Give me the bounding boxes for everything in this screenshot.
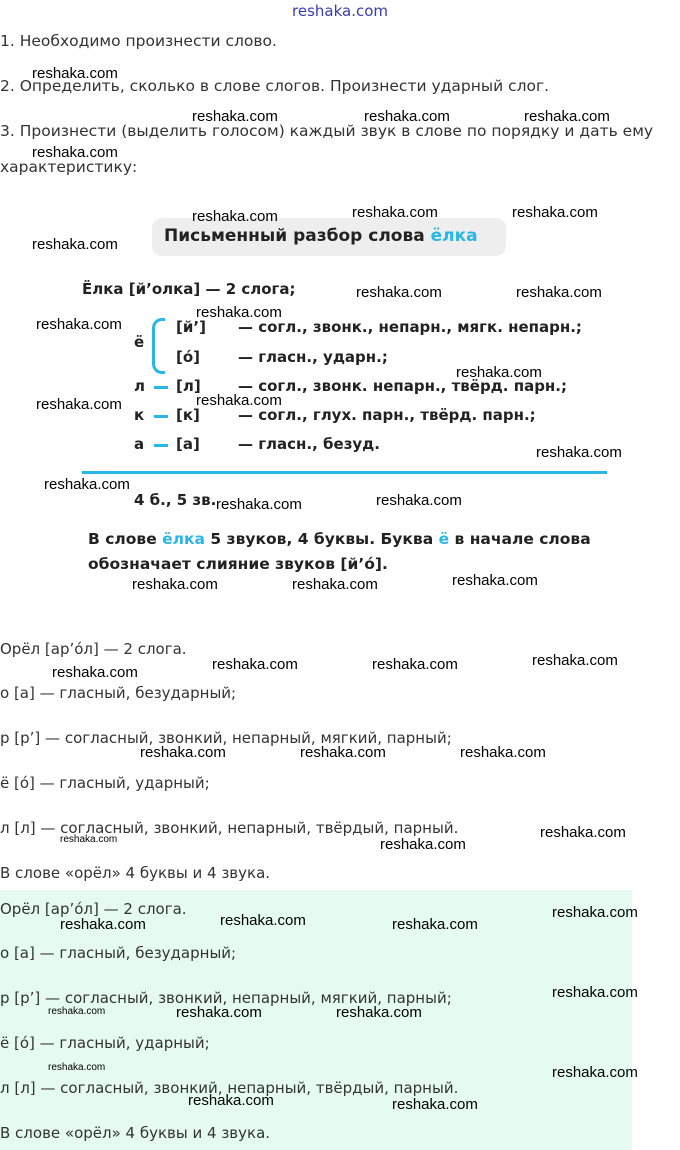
divider-line xyxy=(82,471,607,474)
watermark: reshaka.com xyxy=(376,492,462,509)
bracket-shape xyxy=(152,318,165,374)
figure-paragraph-2: обозначает слияние звуков [й’о́]. xyxy=(88,555,388,573)
watermark: reshaka.com xyxy=(460,744,546,761)
watermark: reshaka.com xyxy=(196,304,282,321)
watermark: reshaka.com xyxy=(372,656,458,673)
watermark: reshaka.com xyxy=(352,204,438,221)
watermark: reshaka.com xyxy=(364,108,450,125)
row-letter: л xyxy=(134,377,145,395)
row-sound: [а] xyxy=(176,435,200,453)
watermark: reshaka.com xyxy=(356,284,442,301)
watermark: reshaka.com xyxy=(532,652,618,669)
watermark: reshaka.com xyxy=(552,1064,638,1081)
watermark: reshaka.com xyxy=(524,108,610,125)
watermark: reshaka.com xyxy=(176,1004,262,1021)
watermark: reshaka.com xyxy=(48,1062,106,1073)
watermark: reshaka.com xyxy=(192,108,278,125)
watermark: reshaka.com xyxy=(196,392,282,409)
dash-shape xyxy=(154,444,168,447)
para-text: В слове xyxy=(88,530,163,548)
watermark: reshaka.com xyxy=(392,916,478,933)
orel-line: л [л] — согласный, звонкий, непарный, твёрдый, парный. xyxy=(0,819,459,837)
watermark: reshaka.com xyxy=(540,824,626,841)
watermark: reshaka.com xyxy=(516,284,602,301)
orel-line: р [р’] — согласный, звонкий, непарный, мягкий, парный; xyxy=(0,729,452,747)
step-3-continued: характеристику: xyxy=(0,158,138,176)
watermark: reshaka.com xyxy=(60,916,146,933)
row-desc: — гласн., ударн.; xyxy=(238,348,388,366)
watermark: reshaka.com xyxy=(292,576,378,593)
row-desc: — согл., глух. парн., твёрд. парн.; xyxy=(238,406,536,424)
watermark: reshaka.com xyxy=(380,836,466,853)
step-1: 1. Необходимо произнести слово. xyxy=(0,32,277,50)
row-sound: [к] xyxy=(176,406,200,424)
watermark: reshaka.com xyxy=(32,144,118,161)
row-letter: к xyxy=(134,406,145,424)
watermark: reshaka.com xyxy=(452,572,538,589)
watermark: reshaka.com xyxy=(220,912,306,929)
orel-line: ё [о́] — гласный, ударный; xyxy=(0,774,210,792)
row-sound: [о́] xyxy=(176,348,201,366)
orel-green-line: л [л] — согласный, звонкий, непарный, твёрдый, парный. xyxy=(0,1079,459,1097)
watermark: reshaka.com xyxy=(192,208,278,225)
figure-title-word: ёлка xyxy=(430,226,478,246)
orel-green-line: о [а] — гласный, безударный; xyxy=(0,944,237,962)
watermark: reshaka.com xyxy=(32,65,118,82)
watermark: reshaka.com xyxy=(456,364,542,381)
dash-shape xyxy=(154,386,168,389)
watermark: reshaka.com xyxy=(536,444,622,461)
row-sound: [л] xyxy=(176,377,201,395)
syllables-line: Ёлка [й’олка] — 2 слога; xyxy=(82,280,296,298)
watermark: reshaka.com xyxy=(44,476,130,493)
row-desc: — согл., звонк., непарн., мягк. непарн.; xyxy=(238,318,582,336)
summary-count: 4 б., 5 зв. xyxy=(134,491,217,509)
watermark: reshaka.com xyxy=(60,834,118,845)
watermark: reshaka.com xyxy=(140,744,226,761)
orel-green-line: р [р’] — согласный, звонкий, непарный, мягкий, парный; xyxy=(0,989,452,1007)
watermark: reshaka.com xyxy=(512,204,598,221)
para-highlight-word: ёлка xyxy=(162,530,205,548)
watermark: reshaka.com xyxy=(212,656,298,673)
dash-shape xyxy=(154,415,168,418)
orel-green-line: Орёл [ар’о́л] — 2 слога. xyxy=(0,900,187,918)
watermark: reshaka.com xyxy=(300,744,386,761)
orel-green-line: ё [о́] — гласный, ударный; xyxy=(0,1034,210,1052)
figure-paragraph-1 xyxy=(88,530,591,548)
watermark: reshaka.com xyxy=(32,236,118,253)
watermark: reshaka.com xyxy=(336,1004,422,1021)
watermark: reshaka.com xyxy=(552,904,638,921)
row-sound: [й’] xyxy=(176,318,206,336)
para-text: 5 звуков, 4 буквы. Буква xyxy=(204,530,439,548)
watermark: reshaka.com xyxy=(216,496,302,513)
step-3: 3. Произнести (выделить голосом) каждый звук в слове по порядку и дать ему xyxy=(0,122,654,140)
row-desc: — согл., звонк. непарн., твёрд. парн.; xyxy=(238,377,567,395)
step-2: 2. Определить, сколько в слове слогов. Произнести ударный слог. xyxy=(0,77,550,95)
para-highlight-letter: ё xyxy=(438,530,450,548)
orel-green-line: В слове «орёл» 4 буквы и 4 звука. xyxy=(0,1124,271,1142)
orel-line: Орёл [ар’о́л] — 2 слога. xyxy=(0,640,187,658)
orel-line: В слове «орёл» 4 буквы и 4 звука. xyxy=(0,864,271,882)
watermark: reshaka.com xyxy=(188,1092,274,1109)
watermark: reshaka.com xyxy=(36,316,122,333)
row-letter: а xyxy=(134,435,145,453)
watermark: reshaka.com xyxy=(132,576,218,593)
figure-title xyxy=(164,226,478,246)
watermark: reshaka.com xyxy=(392,1096,478,1113)
watermark: reshaka.com xyxy=(52,664,138,681)
para-text: в начале слова xyxy=(449,530,591,548)
site-header-link[interactable]: reshaka.com xyxy=(292,2,388,20)
watermark: reshaka.com xyxy=(48,1006,106,1017)
letter-yo: ё xyxy=(134,333,145,351)
watermark: reshaka.com xyxy=(552,984,638,1001)
figure-title-text: Письменный разбор слова xyxy=(164,226,431,246)
watermark: reshaka.com xyxy=(36,396,122,413)
orel-line: о [а] — гласный, безударный; xyxy=(0,684,237,702)
row-desc: — гласн., безуд. xyxy=(238,435,380,453)
